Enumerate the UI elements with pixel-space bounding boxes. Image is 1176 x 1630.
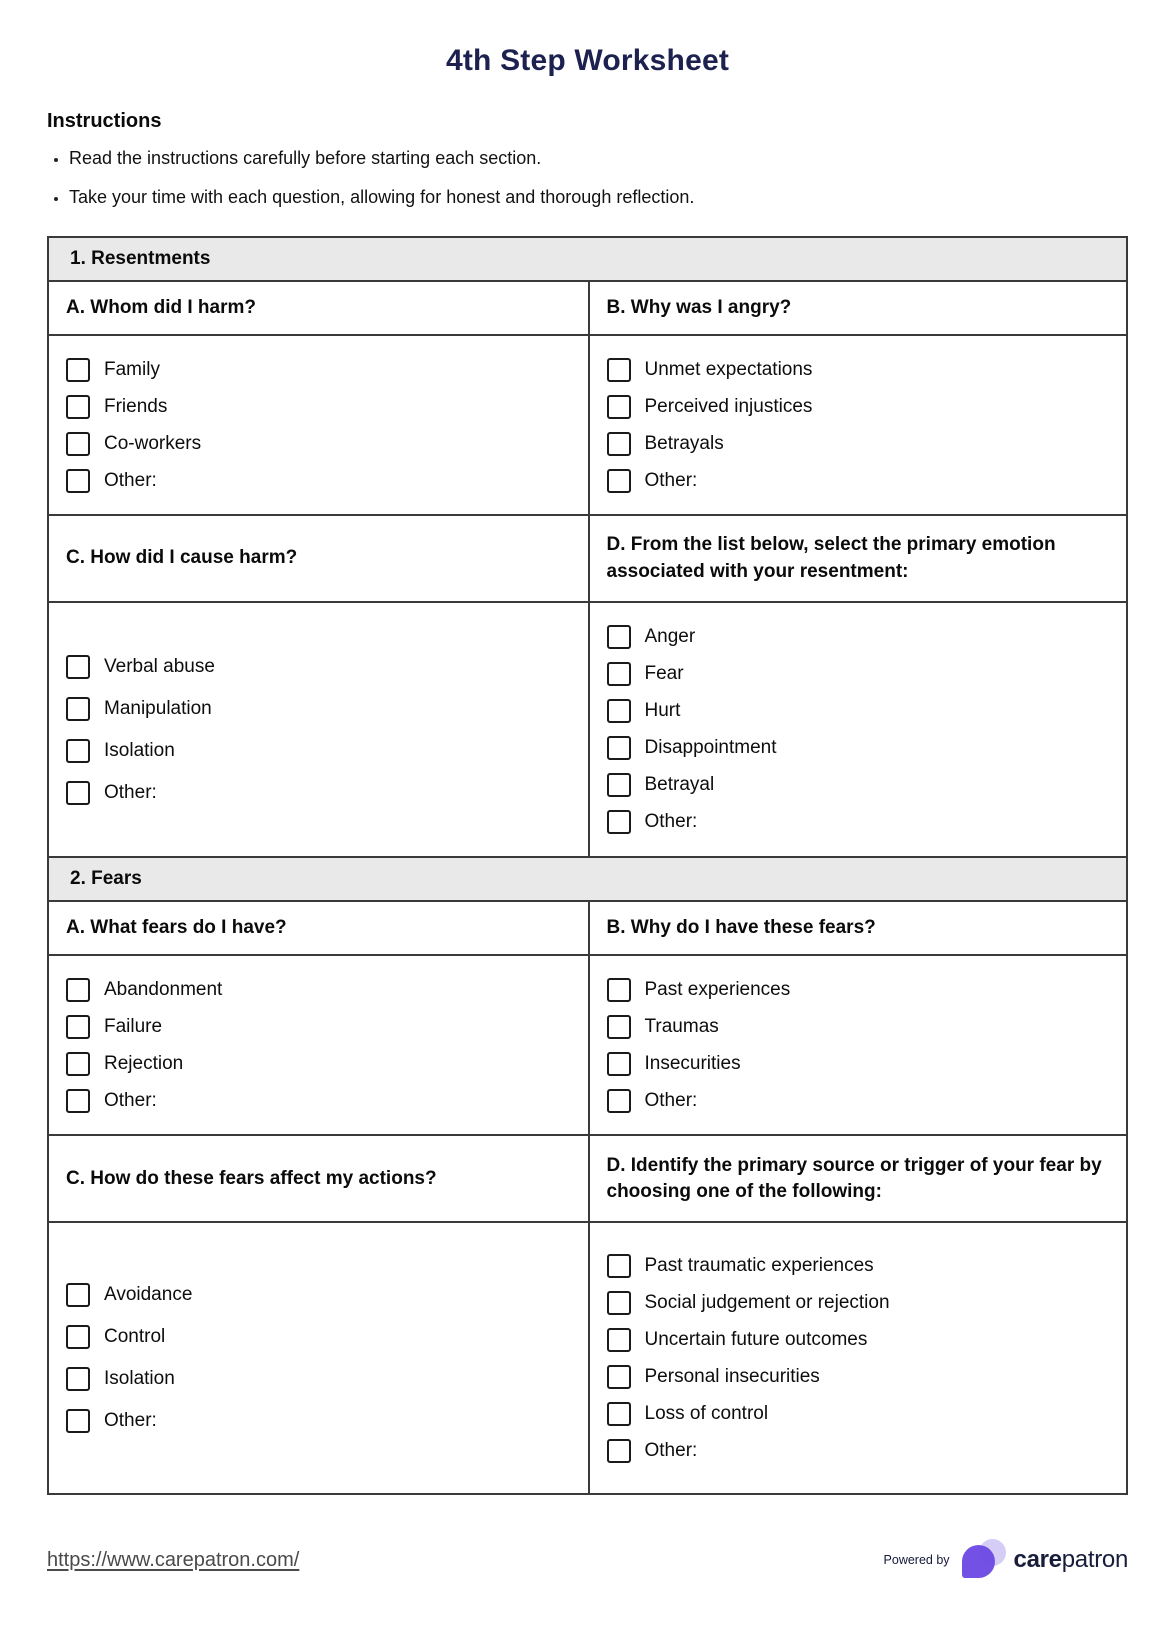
checkbox-icon[interactable] <box>607 395 631 419</box>
checkbox-option[interactable] <box>607 810 1103 834</box>
checkbox-option[interactable] <box>607 736 1103 760</box>
checkbox-icon[interactable] <box>66 358 90 382</box>
logo-purple-bubble <box>962 1545 995 1578</box>
checkbox-option[interactable] <box>607 469 1103 493</box>
checkbox-option[interactable] <box>607 1291 1103 1315</box>
checkbox-option[interactable] <box>607 1015 1103 1039</box>
checkbox-option[interactable] <box>607 773 1103 797</box>
checkbox-label: Loss of control <box>644 1402 769 1424</box>
checkbox-label: Traumas <box>644 1015 719 1037</box>
fears-cd-options-row <box>49 1223 1126 1493</box>
checkbox-icon[interactable] <box>607 1254 631 1278</box>
instruction-bullet: • Read the instructions carefully before starting each section. <box>69 147 1128 170</box>
checkbox-option[interactable] <box>66 395 564 419</box>
checkbox-label: Hurt <box>644 700 681 721</box>
checkbox-label: Anger <box>644 626 696 647</box>
checkbox-icon[interactable] <box>66 781 90 805</box>
checkbox-label: Other: <box>104 469 157 491</box>
checkbox-option[interactable] <box>607 625 1103 649</box>
checkbox-icon[interactable] <box>66 655 90 679</box>
options-primary-emotion <box>588 603 1127 856</box>
question-heading-b: B. Why was I angry? <box>588 282 1127 334</box>
checkbox-icon[interactable] <box>607 469 631 493</box>
checkbox-icon[interactable] <box>607 1402 631 1426</box>
checkbox-icon[interactable] <box>607 1439 631 1463</box>
checkbox-label: Social judgement or rejection <box>644 1291 890 1313</box>
checkbox-icon[interactable] <box>66 739 90 763</box>
checkbox-label: Other: <box>644 811 698 832</box>
question-heading-a: A. Whom did I harm? <box>66 296 256 318</box>
checkbox-label: Other: <box>104 1410 157 1432</box>
checkbox-option[interactable] <box>66 1283 564 1307</box>
page-footer <box>47 1539 1128 1581</box>
checkbox-icon[interactable] <box>66 432 90 456</box>
checkbox-icon[interactable] <box>607 736 631 760</box>
checkbox-label: Perceived injustices <box>644 395 813 417</box>
section-header-resentments: 1. Resentments <box>49 238 1126 282</box>
checkbox-label: Family <box>104 358 160 380</box>
question-heading-d: D. From the list below, select the primary emotion associated with your resentment: <box>588 516 1127 601</box>
options-fears-affect-actions <box>49 1223 588 1493</box>
section-header-fears: 2. Fears <box>49 858 1126 902</box>
checkbox-icon[interactable] <box>66 1325 90 1349</box>
fears-ab-options-row <box>49 956 1126 1136</box>
checkbox-icon[interactable] <box>66 1367 90 1391</box>
options-why-these-fears <box>588 956 1127 1134</box>
checkbox-label: Isolation <box>104 739 175 761</box>
checkbox-label: Disappointment <box>644 737 777 758</box>
checkbox-icon[interactable] <box>607 1328 631 1352</box>
checkbox-option[interactable] <box>607 358 1103 382</box>
checkbox-option[interactable] <box>607 432 1103 456</box>
carepatron-logo-icon <box>962 1539 1008 1581</box>
checkbox-option[interactable] <box>66 1325 564 1349</box>
question-heading-c: C. How do these fears affect my actions? <box>66 1167 437 1189</box>
checkbox-option[interactable] <box>607 1052 1103 1076</box>
checkbox-icon[interactable] <box>66 395 90 419</box>
worksheet-table <box>47 236 1128 1495</box>
checkbox-option[interactable] <box>607 699 1103 723</box>
checkbox-label: Betrayal <box>644 774 715 795</box>
checkbox-option[interactable] <box>66 1052 564 1076</box>
powered-by-branding <box>884 1539 1128 1581</box>
checkbox-label: Past experiences <box>644 978 791 1000</box>
checkbox-icon[interactable] <box>66 697 90 721</box>
checkbox-option[interactable] <box>66 1089 564 1113</box>
checkbox-option[interactable] <box>607 1439 1103 1463</box>
checkbox-label: Other: <box>644 1439 698 1461</box>
checkbox-icon[interactable] <box>607 1365 631 1389</box>
instructions-list <box>47 147 1128 210</box>
checkbox-icon[interactable] <box>607 1089 631 1113</box>
checkbox-label: Failure <box>104 1015 163 1037</box>
checkbox-icon[interactable] <box>66 978 90 1002</box>
checkbox-label: Avoidance <box>104 1284 193 1306</box>
fears-cd-heading-row <box>49 1136 1126 1223</box>
checkbox-option[interactable] <box>607 1365 1103 1389</box>
checkbox-label: Verbal abuse <box>104 655 215 677</box>
checkbox-icon[interactable] <box>607 773 631 797</box>
checkbox-icon[interactable] <box>607 358 631 382</box>
checkbox-label: Insecurities <box>644 1052 741 1074</box>
checkbox-label: Isolation <box>104 1368 175 1390</box>
checkbox-label: Past traumatic experiences <box>644 1254 874 1276</box>
resentments-cd-options-row <box>49 603 1126 858</box>
checkbox-option[interactable] <box>66 1367 564 1391</box>
instructions-heading: Instructions <box>47 110 162 132</box>
checkbox-option[interactable] <box>66 1409 564 1433</box>
checkbox-option[interactable] <box>66 781 564 805</box>
checkbox-icon[interactable] <box>607 1015 631 1039</box>
checkbox-icon[interactable] <box>66 1283 90 1307</box>
carepatron-wordmark <box>1014 1546 1128 1574</box>
checkbox-label: Other: <box>644 469 698 491</box>
brand-care: care <box>1013 1546 1062 1574</box>
checkbox-option[interactable] <box>607 1328 1103 1352</box>
checkbox-label: Unmet expectations <box>644 358 813 380</box>
checkbox-label: Fear <box>644 663 684 684</box>
checkbox-icon[interactable] <box>607 810 631 834</box>
checkbox-icon[interactable] <box>66 1052 90 1076</box>
options-what-fears <box>49 956 588 1134</box>
checkbox-icon[interactable] <box>66 1089 90 1113</box>
options-whom-did-i-harm <box>49 336 588 514</box>
checkbox-label: Other: <box>104 1089 157 1111</box>
checkbox-label: Rejection <box>104 1052 184 1074</box>
resentments-ab-heading-row <box>49 282 1126 336</box>
powered-by-label: Powered by <box>883 1553 950 1568</box>
page-title: 4th Step Worksheet <box>445 44 730 77</box>
checkbox-label: Abandonment <box>104 978 223 1000</box>
checkbox-label: Betrayals <box>644 432 724 454</box>
checkbox-label: Manipulation <box>104 697 212 719</box>
checkbox-icon[interactable] <box>607 625 631 649</box>
checkbox-option[interactable] <box>607 978 1103 1002</box>
checkbox-label: Uncertain future outcomes <box>644 1328 868 1350</box>
carepatron-link[interactable]: https://www.carepatron.com/ <box>47 1548 300 1571</box>
checkbox-icon[interactable] <box>607 1291 631 1315</box>
checkbox-label: Personal insecurities <box>644 1365 820 1387</box>
checkbox-label: Co-workers <box>104 432 202 454</box>
checkbox-option[interactable] <box>66 1015 564 1039</box>
checkbox-option[interactable] <box>66 358 564 382</box>
checkbox-icon[interactable] <box>66 1015 90 1039</box>
checkbox-label: Other: <box>104 781 157 803</box>
brand-patron: patron <box>1061 1546 1128 1574</box>
instruction-bullet: • Take your time with each question, allowing for honest and thorough reflection. <box>69 186 1128 209</box>
checkbox-option[interactable] <box>66 432 564 456</box>
resentments-cd-heading-row <box>49 516 1126 603</box>
options-how-did-i-cause-harm <box>49 603 588 856</box>
checkbox-option[interactable] <box>66 655 564 679</box>
checkbox-icon[interactable] <box>66 469 90 493</box>
options-fear-source-trigger <box>588 1223 1127 1493</box>
checkbox-label: Control <box>104 1326 166 1348</box>
checkbox-option[interactable] <box>66 469 564 493</box>
fears-ab-heading-row <box>49 902 1126 956</box>
checkbox-option[interactable] <box>607 662 1103 686</box>
checkbox-option[interactable] <box>66 978 564 1002</box>
checkbox-option[interactable] <box>607 1254 1103 1278</box>
checkbox-icon[interactable] <box>607 1052 631 1076</box>
question-heading-b: B. Why do I have these fears? <box>588 902 1127 954</box>
checkbox-option[interactable] <box>607 1402 1103 1426</box>
question-heading-a: A. What fears do I have? <box>66 917 287 938</box>
checkbox-option[interactable] <box>607 395 1103 419</box>
resentments-ab-options-row <box>49 336 1126 516</box>
checkbox-icon[interactable] <box>607 662 631 686</box>
checkbox-icon[interactable] <box>607 699 631 723</box>
checkbox-icon[interactable] <box>66 1409 90 1433</box>
checkbox-icon[interactable] <box>607 978 631 1002</box>
checkbox-label: Friends <box>104 395 168 417</box>
options-why-was-i-angry <box>588 336 1127 514</box>
question-heading-d: D. Identify the primary source or trigger of your fear by choosing one of the following: <box>588 1136 1127 1221</box>
question-heading-c: C. How did I cause harm? <box>66 547 298 569</box>
checkbox-label: Other: <box>644 1089 698 1111</box>
checkbox-icon[interactable] <box>607 432 631 456</box>
checkbox-option[interactable] <box>66 739 564 763</box>
instructions-section <box>47 110 1128 210</box>
checkbox-option[interactable] <box>66 697 564 721</box>
checkbox-option[interactable] <box>607 1089 1103 1113</box>
